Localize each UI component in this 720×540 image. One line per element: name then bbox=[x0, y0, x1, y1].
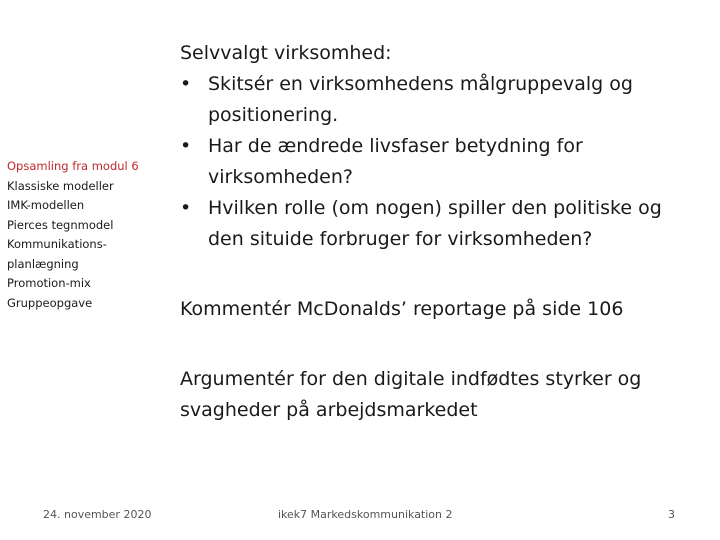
sidebar-item: Pierces tegnmodel bbox=[7, 217, 114, 232]
main-content bbox=[180, 38, 700, 255]
footer-page-number: 3 bbox=[668, 508, 675, 521]
sidebar-item: Gruppeopgave bbox=[7, 295, 93, 310]
sidebar-outline bbox=[7, 157, 167, 313]
sidebar-item: Kommunikations- bbox=[7, 237, 107, 251]
paragraph-digital-native: Argumentér for den digitale indfødtes styrker og svagheder på arbejdsmarkedet bbox=[180, 368, 642, 421]
sidebar-item: planlægning bbox=[7, 256, 79, 271]
sidebar-item: Promotion-mix bbox=[7, 276, 91, 290]
intro-heading: Selvvalgt virksomhed: bbox=[180, 42, 392, 64]
footer-date: 24. november 2020 bbox=[43, 508, 152, 521]
bullet-item: • Hvilken rolle (om nogen) spiller den politiske og den situide forbruger for virksomheden? bbox=[180, 193, 700, 255]
sidebar-heading: Opsamling fra modul 6 bbox=[7, 159, 139, 173]
bullet-list bbox=[180, 69, 700, 255]
sidebar-item: Klassiske modeller bbox=[7, 178, 114, 193]
bullet-item: • Har de ændrede livsfaser betydning for virksomheden? bbox=[180, 131, 700, 193]
bullet-item: • Skitsér en virksomhedens målgruppevalg og positionering. bbox=[180, 69, 700, 131]
footer-course: ikek7 Markedskommunikation 2 bbox=[278, 508, 453, 521]
sidebar-item: IMK-modellen bbox=[7, 198, 85, 212]
paragraph-mcdonalds: Kommentér McDonalds’ reportage på side 106 bbox=[180, 298, 624, 320]
